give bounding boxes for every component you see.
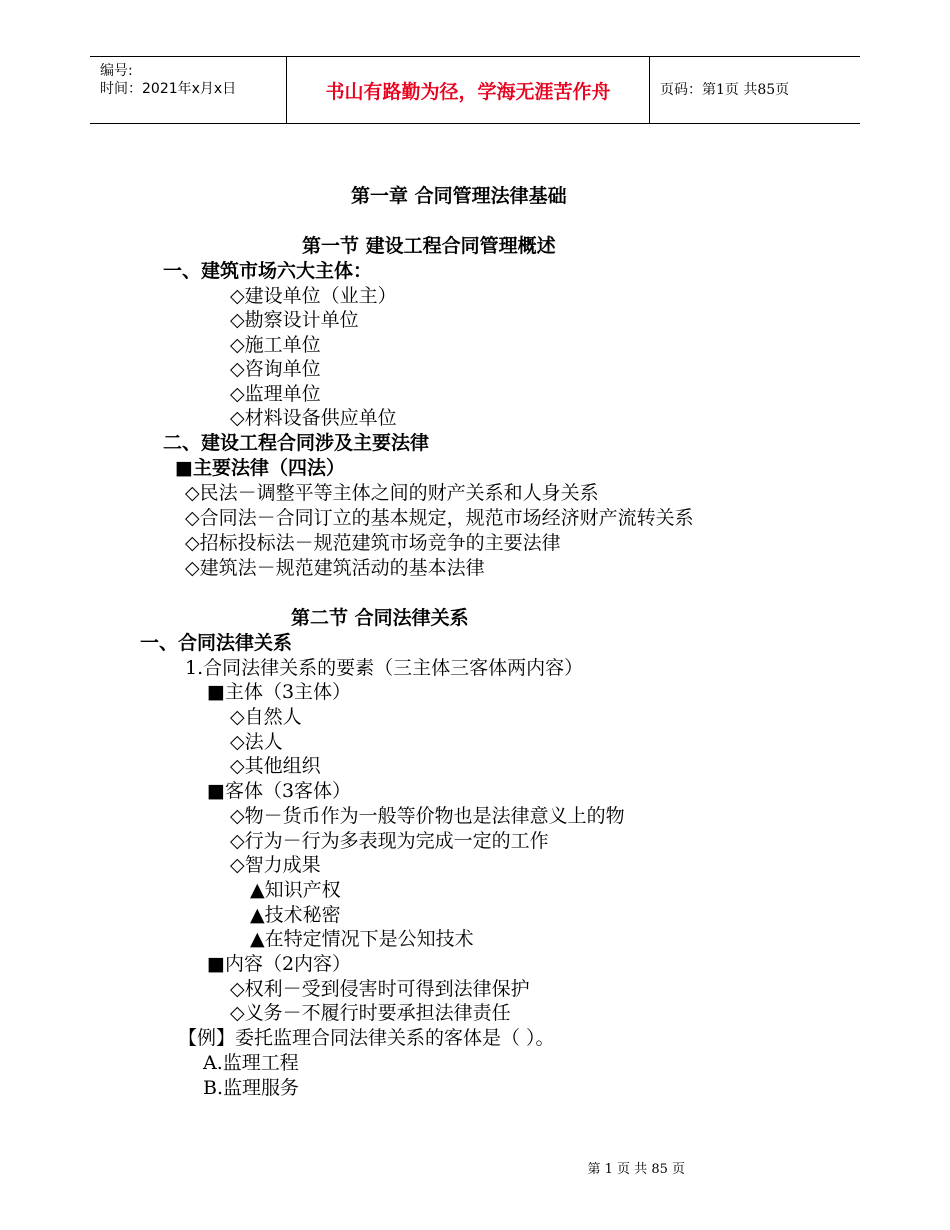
subject-heading: ■主体（3主体） (207, 681, 352, 703)
list-item: ◇材料设备供应单位 (230, 407, 397, 429)
example-option: B.监理服务 (203, 1077, 300, 1099)
list-item: ◇勘察设计单位 (230, 309, 359, 331)
list-item: ▲在特定情况下是公知技术 (250, 928, 474, 950)
footer-page-number: 第 1 页 共 85 页 (587, 1162, 685, 1177)
time-label: 时间：2021年x月x日 (100, 81, 237, 97)
header-page-cell (650, 57, 860, 123)
header-motto-cell (287, 57, 650, 123)
header-page-info: 页码：第1页 共85页 (660, 82, 790, 98)
list-item: ▲技术秘密 (250, 904, 341, 926)
example-option: A.监理工程 (203, 1052, 299, 1074)
number-label: 编号: (100, 63, 133, 79)
list-item: ◇行为－行为多表现为完成一定的工作 (230, 830, 549, 852)
chapter-title: 第一章 合同管理法律基础 (351, 185, 567, 207)
section2-heading: 第二节 合同法律关系 (291, 607, 469, 629)
list-item: ▲知识产权 (250, 879, 341, 901)
page-header (90, 56, 860, 124)
list-item: ◇合同法－合同订立的基本规定，规范市场经济财产流转关系 (185, 507, 694, 529)
list-item: ◇建筑法－规范建筑活动的基本法律 (185, 557, 485, 579)
section1-heading: 第一节 建设工程合同管理概述 (302, 235, 556, 257)
header-motto: 书山有路勤为径，学海无涯苦作舟 (325, 81, 611, 103)
header-meta-cell (90, 57, 287, 123)
list-item: ◇义务－不履行时要承担法律责任 (230, 1002, 511, 1024)
list-item: ◇智力成果 (230, 854, 321, 876)
content-heading: ■内容（2内容） (207, 953, 352, 975)
list-item: ◇施工单位 (230, 334, 321, 356)
section2-point1: 1.合同法律关系的要素（三主体三客体两内容） (185, 657, 584, 679)
list-item: ◇自然人 (230, 706, 302, 728)
object-heading: ■客体（3客体） (207, 780, 352, 802)
page-footer (0, 1158, 950, 1177)
example-question: 【例】委托监理合同法律关系的客体是（ ）。 (178, 1027, 555, 1049)
section1-part2-sub: ■主要法律（四法） (175, 457, 345, 479)
list-item: ◇其他组织 (230, 755, 321, 777)
list-item: ◇法人 (230, 731, 283, 753)
list-item: ◇招标投标法－规范建筑市场竞争的主要法律 (185, 532, 561, 554)
list-item: ◇权利－受到侵害时可得到法律保护 (230, 978, 530, 1000)
section2-part1-heading: 一、合同法律关系 (140, 632, 293, 654)
section1-part2-heading: 二、建设工程合同涉及主要法律 (163, 432, 430, 454)
list-item: ◇建设单位（业主） (230, 285, 397, 307)
list-item: ◇监理单位 (230, 383, 321, 405)
list-item: ◇物－货币作为一般等价物也是法律意义上的物 (230, 805, 625, 827)
section1-part1-heading: 一、建筑市场六大主体： (163, 260, 373, 282)
list-item: ◇咨询单位 (230, 358, 321, 380)
list-item: ◇民法－调整平等主体之间的财产关系和人身关系 (185, 482, 599, 504)
